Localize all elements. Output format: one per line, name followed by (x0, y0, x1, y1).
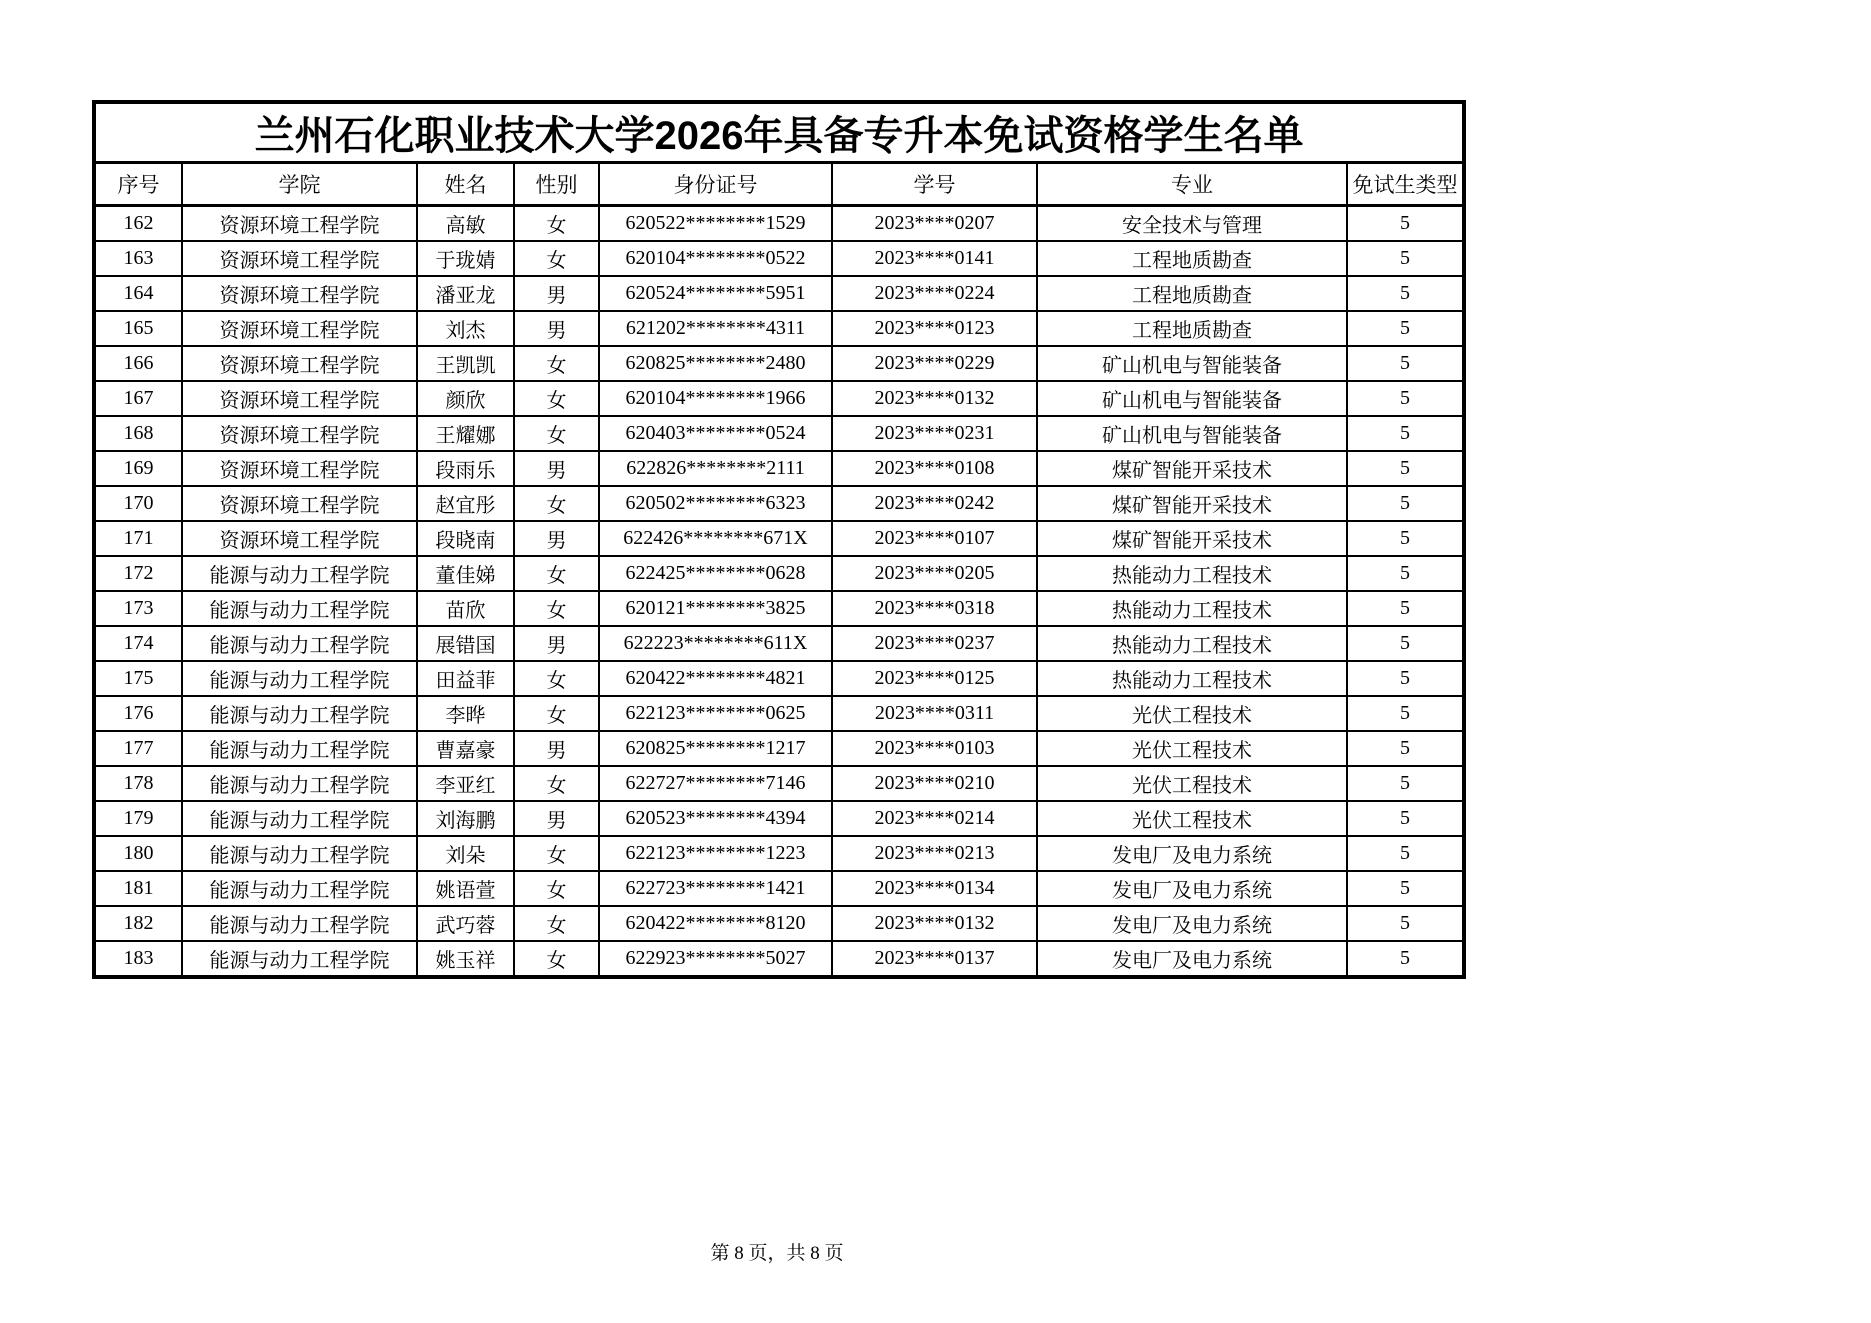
table-cell: 能源与动力工程学院 (182, 941, 417, 977)
table-cell: 苗欣 (417, 591, 514, 626)
table-cell: 2023****0132 (832, 906, 1037, 941)
table-cell: 王凯凯 (417, 346, 514, 381)
table-row (94, 906, 1464, 941)
table-cell: 李亚红 (417, 766, 514, 801)
table-cell: 2023****0318 (832, 591, 1037, 626)
table-cell: 刘海鹏 (417, 801, 514, 836)
table-cell: 姚玉祥 (417, 941, 514, 977)
table-cell: 620502********6323 (599, 486, 832, 521)
table-cell: 女 (514, 556, 599, 591)
table-cell: 女 (514, 486, 599, 521)
column-header: 免试生类型 (1347, 163, 1464, 206)
table-cell: 资源环境工程学院 (182, 206, 417, 242)
table-cell: 622723********1421 (599, 871, 832, 906)
table-cell: 能源与动力工程学院 (182, 836, 417, 871)
table-cell: 2023****0134 (832, 871, 1037, 906)
table-cell: 女 (514, 941, 599, 977)
table-cell: 2023****0311 (832, 696, 1037, 731)
table-cell: 181 (94, 871, 182, 906)
table-cell: 2023****0107 (832, 521, 1037, 556)
table-cell: 620825********1217 (599, 731, 832, 766)
table-cell: 5 (1347, 906, 1464, 941)
table-cell: 2023****0207 (832, 206, 1037, 242)
table-cell: 热能动力工程技术 (1037, 661, 1347, 696)
table-cell: 164 (94, 276, 182, 311)
table-cell: 资源环境工程学院 (182, 521, 417, 556)
table-cell: 165 (94, 311, 182, 346)
table-cell: 女 (514, 836, 599, 871)
table-cell: 620422********8120 (599, 906, 832, 941)
table-cell: 170 (94, 486, 182, 521)
column-header: 性别 (514, 163, 599, 206)
table-cell: 王耀娜 (417, 416, 514, 451)
table-cell: 高敏 (417, 206, 514, 242)
table-cell: 5 (1347, 381, 1464, 416)
table-cell: 安全技术与管理 (1037, 206, 1347, 242)
table-cell: 女 (514, 206, 599, 242)
table-cell: 5 (1347, 591, 1464, 626)
table-cell: 168 (94, 416, 182, 451)
table-row (94, 696, 1464, 731)
table-cell: 622826********2111 (599, 451, 832, 486)
table-row (94, 591, 1464, 626)
table-cell: 620523********4394 (599, 801, 832, 836)
table-row (94, 661, 1464, 696)
table-cell: 5 (1347, 556, 1464, 591)
table-body (94, 206, 1464, 978)
table-cell: 李晔 (417, 696, 514, 731)
table-cell: 5 (1347, 206, 1464, 242)
table-cell: 男 (514, 521, 599, 556)
table-cell: 女 (514, 906, 599, 941)
table-cell: 能源与动力工程学院 (182, 871, 417, 906)
table-cell: 潘亚龙 (417, 276, 514, 311)
table-cell: 2023****0242 (832, 486, 1037, 521)
table-row (94, 241, 1464, 276)
table-cell: 620422********4821 (599, 661, 832, 696)
table-row (94, 556, 1464, 591)
table-row (94, 381, 1464, 416)
table-cell: 182 (94, 906, 182, 941)
table-cell: 173 (94, 591, 182, 626)
column-header: 身份证号 (599, 163, 832, 206)
table-cell: 女 (514, 346, 599, 381)
table-cell: 2023****0132 (832, 381, 1037, 416)
table-cell: 2023****0231 (832, 416, 1037, 451)
table-cell: 工程地质勘查 (1037, 311, 1347, 346)
table-cell: 热能动力工程技术 (1037, 591, 1347, 626)
table-cell: 180 (94, 836, 182, 871)
table-cell: 620522********1529 (599, 206, 832, 242)
table-cell: 能源与动力工程学院 (182, 556, 417, 591)
table-cell: 5 (1347, 766, 1464, 801)
table-cell: 175 (94, 661, 182, 696)
table-cell: 资源环境工程学院 (182, 381, 417, 416)
table-cell: 5 (1347, 941, 1464, 977)
table-cell: 183 (94, 941, 182, 977)
table-cell: 田益菲 (417, 661, 514, 696)
table-cell: 167 (94, 381, 182, 416)
table-cell: 刘朵 (417, 836, 514, 871)
table-cell: 能源与动力工程学院 (182, 696, 417, 731)
table-cell: 段雨乐 (417, 451, 514, 486)
table-cell: 622123********1223 (599, 836, 832, 871)
table-cell: 2023****0210 (832, 766, 1037, 801)
students-table (92, 100, 1466, 979)
table-cell: 5 (1347, 486, 1464, 521)
table-cell: 资源环境工程学院 (182, 241, 417, 276)
table-cell: 资源环境工程学院 (182, 346, 417, 381)
table-cell: 段晓南 (417, 521, 514, 556)
table-cell: 男 (514, 311, 599, 346)
table-cell: 622426********671X (599, 521, 832, 556)
table-cell: 能源与动力工程学院 (182, 626, 417, 661)
table-cell: 179 (94, 801, 182, 836)
table-cell: 光伏工程技术 (1037, 696, 1347, 731)
table-row (94, 626, 1464, 661)
table-cell: 刘杰 (417, 311, 514, 346)
table-cell: 2023****0141 (832, 241, 1037, 276)
table-cell: 女 (514, 591, 599, 626)
table-cell: 男 (514, 731, 599, 766)
table-cell: 姚语萱 (417, 871, 514, 906)
table-cell: 光伏工程技术 (1037, 766, 1347, 801)
table-cell: 女 (514, 661, 599, 696)
table-cell: 169 (94, 451, 182, 486)
table-row (94, 871, 1464, 906)
table-cell: 620403********0524 (599, 416, 832, 451)
table-cell: 资源环境工程学院 (182, 276, 417, 311)
table-row (94, 731, 1464, 766)
table-cell: 矿山机电与智能装备 (1037, 381, 1347, 416)
table-cell: 资源环境工程学院 (182, 311, 417, 346)
table-cell: 5 (1347, 801, 1464, 836)
table-cell: 发电厂及电力系统 (1037, 836, 1347, 871)
table-cell: 能源与动力工程学院 (182, 731, 417, 766)
table-row (94, 486, 1464, 521)
table-cell: 5 (1347, 276, 1464, 311)
table-cell: 177 (94, 731, 182, 766)
table-row (94, 451, 1464, 486)
table-row (94, 416, 1464, 451)
table-row (94, 836, 1464, 871)
table-cell: 5 (1347, 696, 1464, 731)
table-row (94, 311, 1464, 346)
table-row (94, 766, 1464, 801)
column-header: 学号 (832, 163, 1037, 206)
table-cell: 女 (514, 241, 599, 276)
table-cell: 2023****0224 (832, 276, 1037, 311)
table-cell: 热能动力工程技术 (1037, 556, 1347, 591)
table-cell: 622223********611X (599, 626, 832, 661)
table-cell: 172 (94, 556, 182, 591)
table-cell: 煤矿智能开采技术 (1037, 486, 1347, 521)
table-cell: 2023****0213 (832, 836, 1037, 871)
table-cell: 5 (1347, 871, 1464, 906)
table-cell: 2023****0137 (832, 941, 1037, 977)
table-header-row (94, 163, 1464, 206)
table-cell: 620524********5951 (599, 276, 832, 311)
table-cell: 煤矿智能开采技术 (1037, 521, 1347, 556)
table-cell: 煤矿智能开采技术 (1037, 451, 1347, 486)
title-row (94, 102, 1464, 163)
table-cell: 5 (1347, 521, 1464, 556)
table-cell: 5 (1347, 451, 1464, 486)
table-cell: 矿山机电与智能装备 (1037, 416, 1347, 451)
table-cell: 赵宜彤 (417, 486, 514, 521)
table-cell: 能源与动力工程学院 (182, 661, 417, 696)
table-cell: 5 (1347, 241, 1464, 276)
table-cell: 女 (514, 871, 599, 906)
table-cell: 178 (94, 766, 182, 801)
table-cell: 622923********5027 (599, 941, 832, 977)
table-cell: 资源环境工程学院 (182, 416, 417, 451)
table-cell: 5 (1347, 346, 1464, 381)
table-cell: 武巧蓉 (417, 906, 514, 941)
table-cell: 176 (94, 696, 182, 731)
column-header: 专业 (1037, 163, 1347, 206)
table-cell: 2023****0229 (832, 346, 1037, 381)
table-cell: 171 (94, 521, 182, 556)
table-cell: 5 (1347, 311, 1464, 346)
table-cell: 曹嘉豪 (417, 731, 514, 766)
table-cell: 620104********1966 (599, 381, 832, 416)
table-cell: 622727********7146 (599, 766, 832, 801)
table-cell: 发电厂及电力系统 (1037, 906, 1347, 941)
table-cell: 发电厂及电力系统 (1037, 941, 1347, 977)
table-cell: 2023****0214 (832, 801, 1037, 836)
table-cell: 能源与动力工程学院 (182, 801, 417, 836)
table-row (94, 941, 1464, 977)
table-cell: 2023****0205 (832, 556, 1037, 591)
table-cell: 5 (1347, 416, 1464, 451)
table-cell: 5 (1347, 731, 1464, 766)
table-cell: 资源环境工程学院 (182, 486, 417, 521)
table-cell: 166 (94, 346, 182, 381)
table-cell: 男 (514, 276, 599, 311)
table-cell: 622425********0628 (599, 556, 832, 591)
table-cell: 5 (1347, 626, 1464, 661)
table-cell: 5 (1347, 661, 1464, 696)
table-cell: 矿山机电与智能装备 (1037, 346, 1347, 381)
table-cell: 女 (514, 696, 599, 731)
table-cell: 热能动力工程技术 (1037, 626, 1347, 661)
table-row (94, 521, 1464, 556)
table-cell: 男 (514, 626, 599, 661)
table-cell: 光伏工程技术 (1037, 731, 1347, 766)
table-cell: 5 (1347, 836, 1464, 871)
table-cell: 女 (514, 766, 599, 801)
table-cell: 2023****0123 (832, 311, 1037, 346)
table-cell: 620121********3825 (599, 591, 832, 626)
column-header: 序号 (94, 163, 182, 206)
table-cell: 2023****0125 (832, 661, 1037, 696)
table-cell: 能源与动力工程学院 (182, 591, 417, 626)
table-cell: 174 (94, 626, 182, 661)
table-row (94, 276, 1464, 311)
page-number-footer: 第 8 页，共 8 页 (710, 1243, 844, 1264)
table-cell: 2023****0237 (832, 626, 1037, 661)
table-cell: 能源与动力工程学院 (182, 766, 417, 801)
table-cell: 能源与动力工程学院 (182, 906, 417, 941)
table-cell: 资源环境工程学院 (182, 451, 417, 486)
table-cell: 2023****0103 (832, 731, 1037, 766)
table-cell: 工程地质勘查 (1037, 276, 1347, 311)
document-title: 兰州石化职业技术大学2026年具备专升本免试资格学生名单 (94, 102, 1464, 163)
table-row (94, 801, 1464, 836)
table-cell: 2023****0108 (832, 451, 1037, 486)
table-cell: 621202********4311 (599, 311, 832, 346)
table-cell: 男 (514, 801, 599, 836)
table-cell: 620825********2480 (599, 346, 832, 381)
table-cell: 董佳娣 (417, 556, 514, 591)
table-cell: 颜欣 (417, 381, 514, 416)
column-header: 姓名 (417, 163, 514, 206)
table-cell: 展错国 (417, 626, 514, 661)
table-cell: 163 (94, 241, 182, 276)
table-cell: 162 (94, 206, 182, 242)
table-cell: 发电厂及电力系统 (1037, 871, 1347, 906)
table-cell: 622123********0625 (599, 696, 832, 731)
table-cell: 男 (514, 451, 599, 486)
table-cell: 工程地质勘查 (1037, 241, 1347, 276)
table-cell: 于珑婧 (417, 241, 514, 276)
table-cell: 女 (514, 416, 599, 451)
table-row (94, 346, 1464, 381)
table-cell: 620104********0522 (599, 241, 832, 276)
table-cell: 光伏工程技术 (1037, 801, 1347, 836)
table-row (94, 206, 1464, 242)
column-header: 学院 (182, 163, 417, 206)
table-cell: 女 (514, 381, 599, 416)
